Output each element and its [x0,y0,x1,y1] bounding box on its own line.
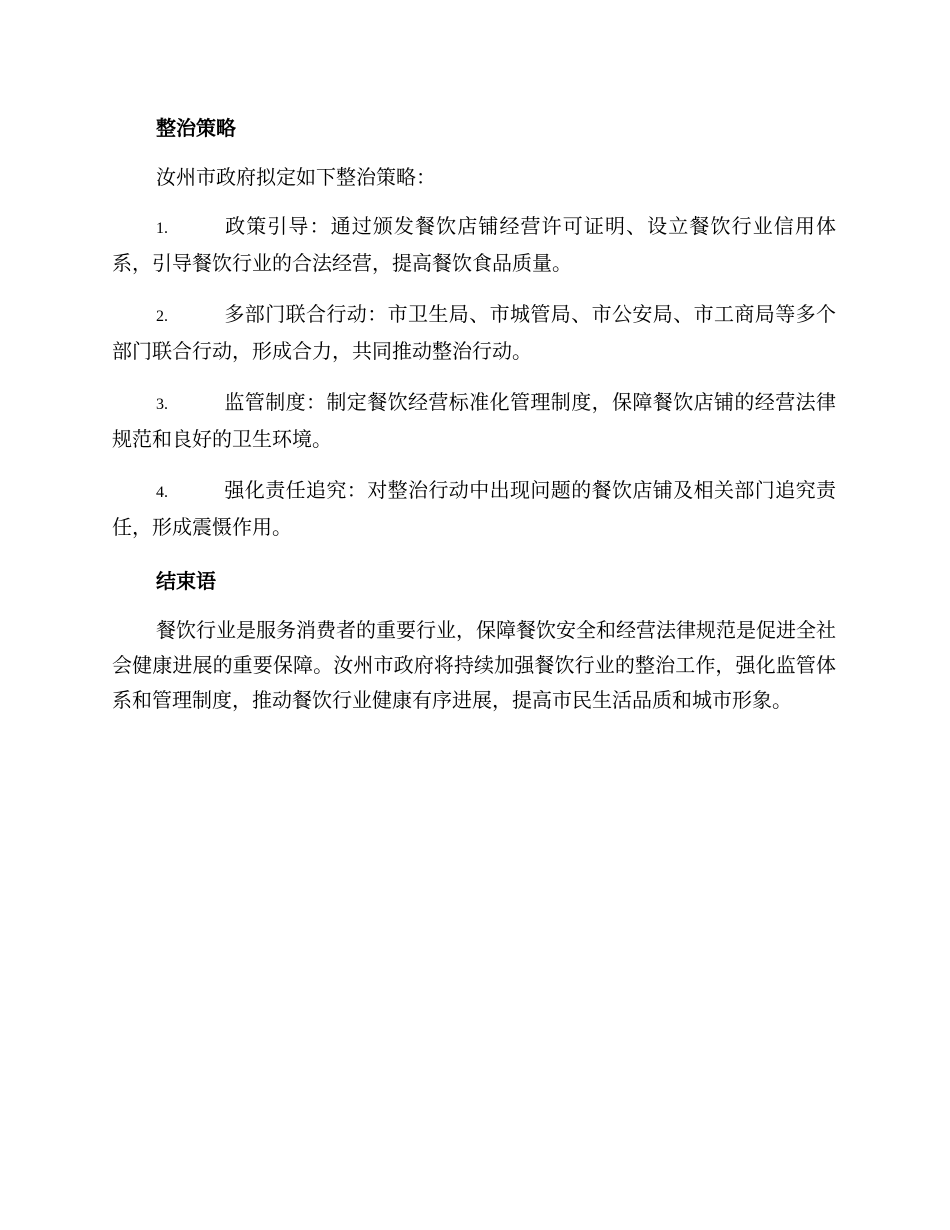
list-item-text: 政策引导：通过颁发餐饮店铺经营许可证明、设立餐饮行业信用体系，引导餐饮行业的合法经营，提高餐饮食品质量。 [112,214,836,275]
section-heading-strategy: 整治策略 [156,116,236,140]
list-item [112,297,836,369]
list-item-text: 多部门联合行动：市卫生局、市城管局、市公安局、市工商局等多个部门联合行动，形成合力，共同推动整治行动。 [112,302,836,363]
document-page [112,108,836,732]
section-heading-conclusion: 结束语 [156,569,216,593]
list-item-text: 监管制度：制定餐饮经营标准化管理制度，保障餐饮店铺的经营法律规范和良好的卫生环境。 [112,390,836,451]
list-item-number: 3. [156,396,168,413]
list-item-number: 2. [156,308,168,325]
strategy-intro: 汝州市政府拟定如下整治策略： [156,165,436,189]
list-item [112,473,836,545]
list-item-text: 强化责任追究：对整治行动中出现问题的餐饮店铺及相关部门追究责任，形成震慑作用。 [112,478,836,539]
list-item-number: 1. [156,220,168,237]
list-item-number: 4. [156,484,168,501]
list-item [112,209,836,281]
conclusion-paragraph: 餐饮行业是服务消费者的重要行业，保障餐饮安全和经营法律规范是促进全社会健康进展的重要保障。汝州市政府将持续加强餐饮行业的整治工作，强化监管体系和管理制度，推动餐饮行业健康有序进展，提高市民生活品质和城市形象。 [112,618,836,712]
list-item [112,385,836,457]
